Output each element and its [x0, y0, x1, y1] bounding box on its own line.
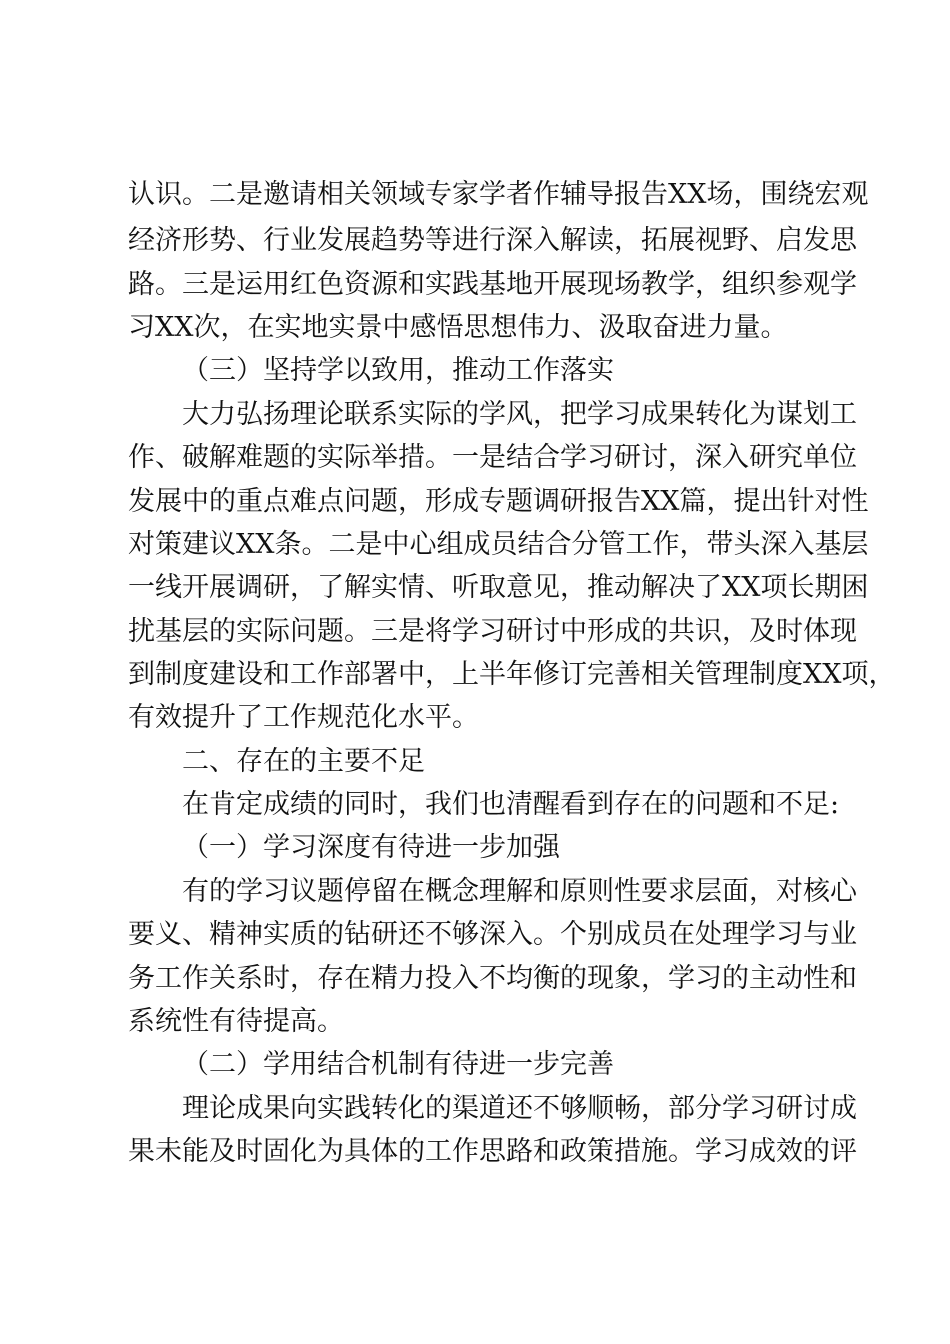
body-text-line: 要义、精神实质的钻研还不够深入。个别成员在处理学习与业: [128, 919, 857, 950]
subsection-heading-2: （二）学用结合机制有待进一步完善: [182, 1049, 614, 1080]
body-text-line: 对策建议XX条。二是中心组成员结合分管工作，带头深入基层: [128, 529, 869, 560]
paragraph-first-line: 理论成果向实践转化的渠道还不够顺畅，部分学习研讨成: [182, 1093, 857, 1124]
subsection-heading-1: （一）学习深度有待进一步加强: [182, 832, 560, 863]
paragraph-first-line: 在肯定成绩的同时，我们也清醒看到存在的问题和不足:: [182, 789, 840, 820]
section-heading-2: 二、存在的主要不足: [182, 746, 425, 777]
body-text-line: 扰基层的实际问题。三是将学习研讨中形成的共识，及时体现: [128, 616, 857, 647]
body-text-line: 经济形势、行业发展趋势等进行深入解读，拓展视野、启发思: [128, 225, 857, 256]
body-text-line: 到制度建设和工作部署中，上半年修订完善相关管理制度XX项，: [128, 659, 896, 690]
section-heading-3: （三）坚持学以致用，推动工作落实: [182, 355, 614, 386]
body-text-line: 作、破解难题的实际举措。一是结合学习研讨，深入研究单位: [128, 442, 857, 473]
body-text-line: 果未能及时固化为具体的工作思路和政策措施。学习成效的评: [128, 1136, 857, 1167]
body-text-line: 认识。二是邀请相关领域专家学者作辅导报告XX场，围绕宏观: [128, 179, 869, 210]
body-text-line: 路。三是运用红色资源和实践基地开展现场教学，组织参观学: [128, 269, 857, 300]
paragraph-first-line: 有的学习议题停留在概念理解和原则性要求层面，对核心: [182, 876, 857, 907]
body-text-line: 有效提升了工作规范化水平。: [128, 702, 479, 733]
paragraph-first-line: 大力弘扬理论联系实际的学风，把学习成果转化为谋划工: [182, 399, 857, 430]
body-text-line: 一线开展调研，了解实情、听取意见，推动解决了XX项长期困: [128, 572, 869, 603]
body-text-line: 发展中的重点难点问题，形成专题调研报告XX篇，提出针对性: [128, 486, 869, 517]
body-text-line: 习XX次，在实地实景中感悟思想伟力、汲取奋进力量。: [128, 312, 788, 343]
body-text-line: 系统性有待提高。: [128, 1006, 344, 1037]
body-text-line: 务工作关系时，存在精力投入不均衡的现象，学习的主动性和: [128, 963, 857, 994]
